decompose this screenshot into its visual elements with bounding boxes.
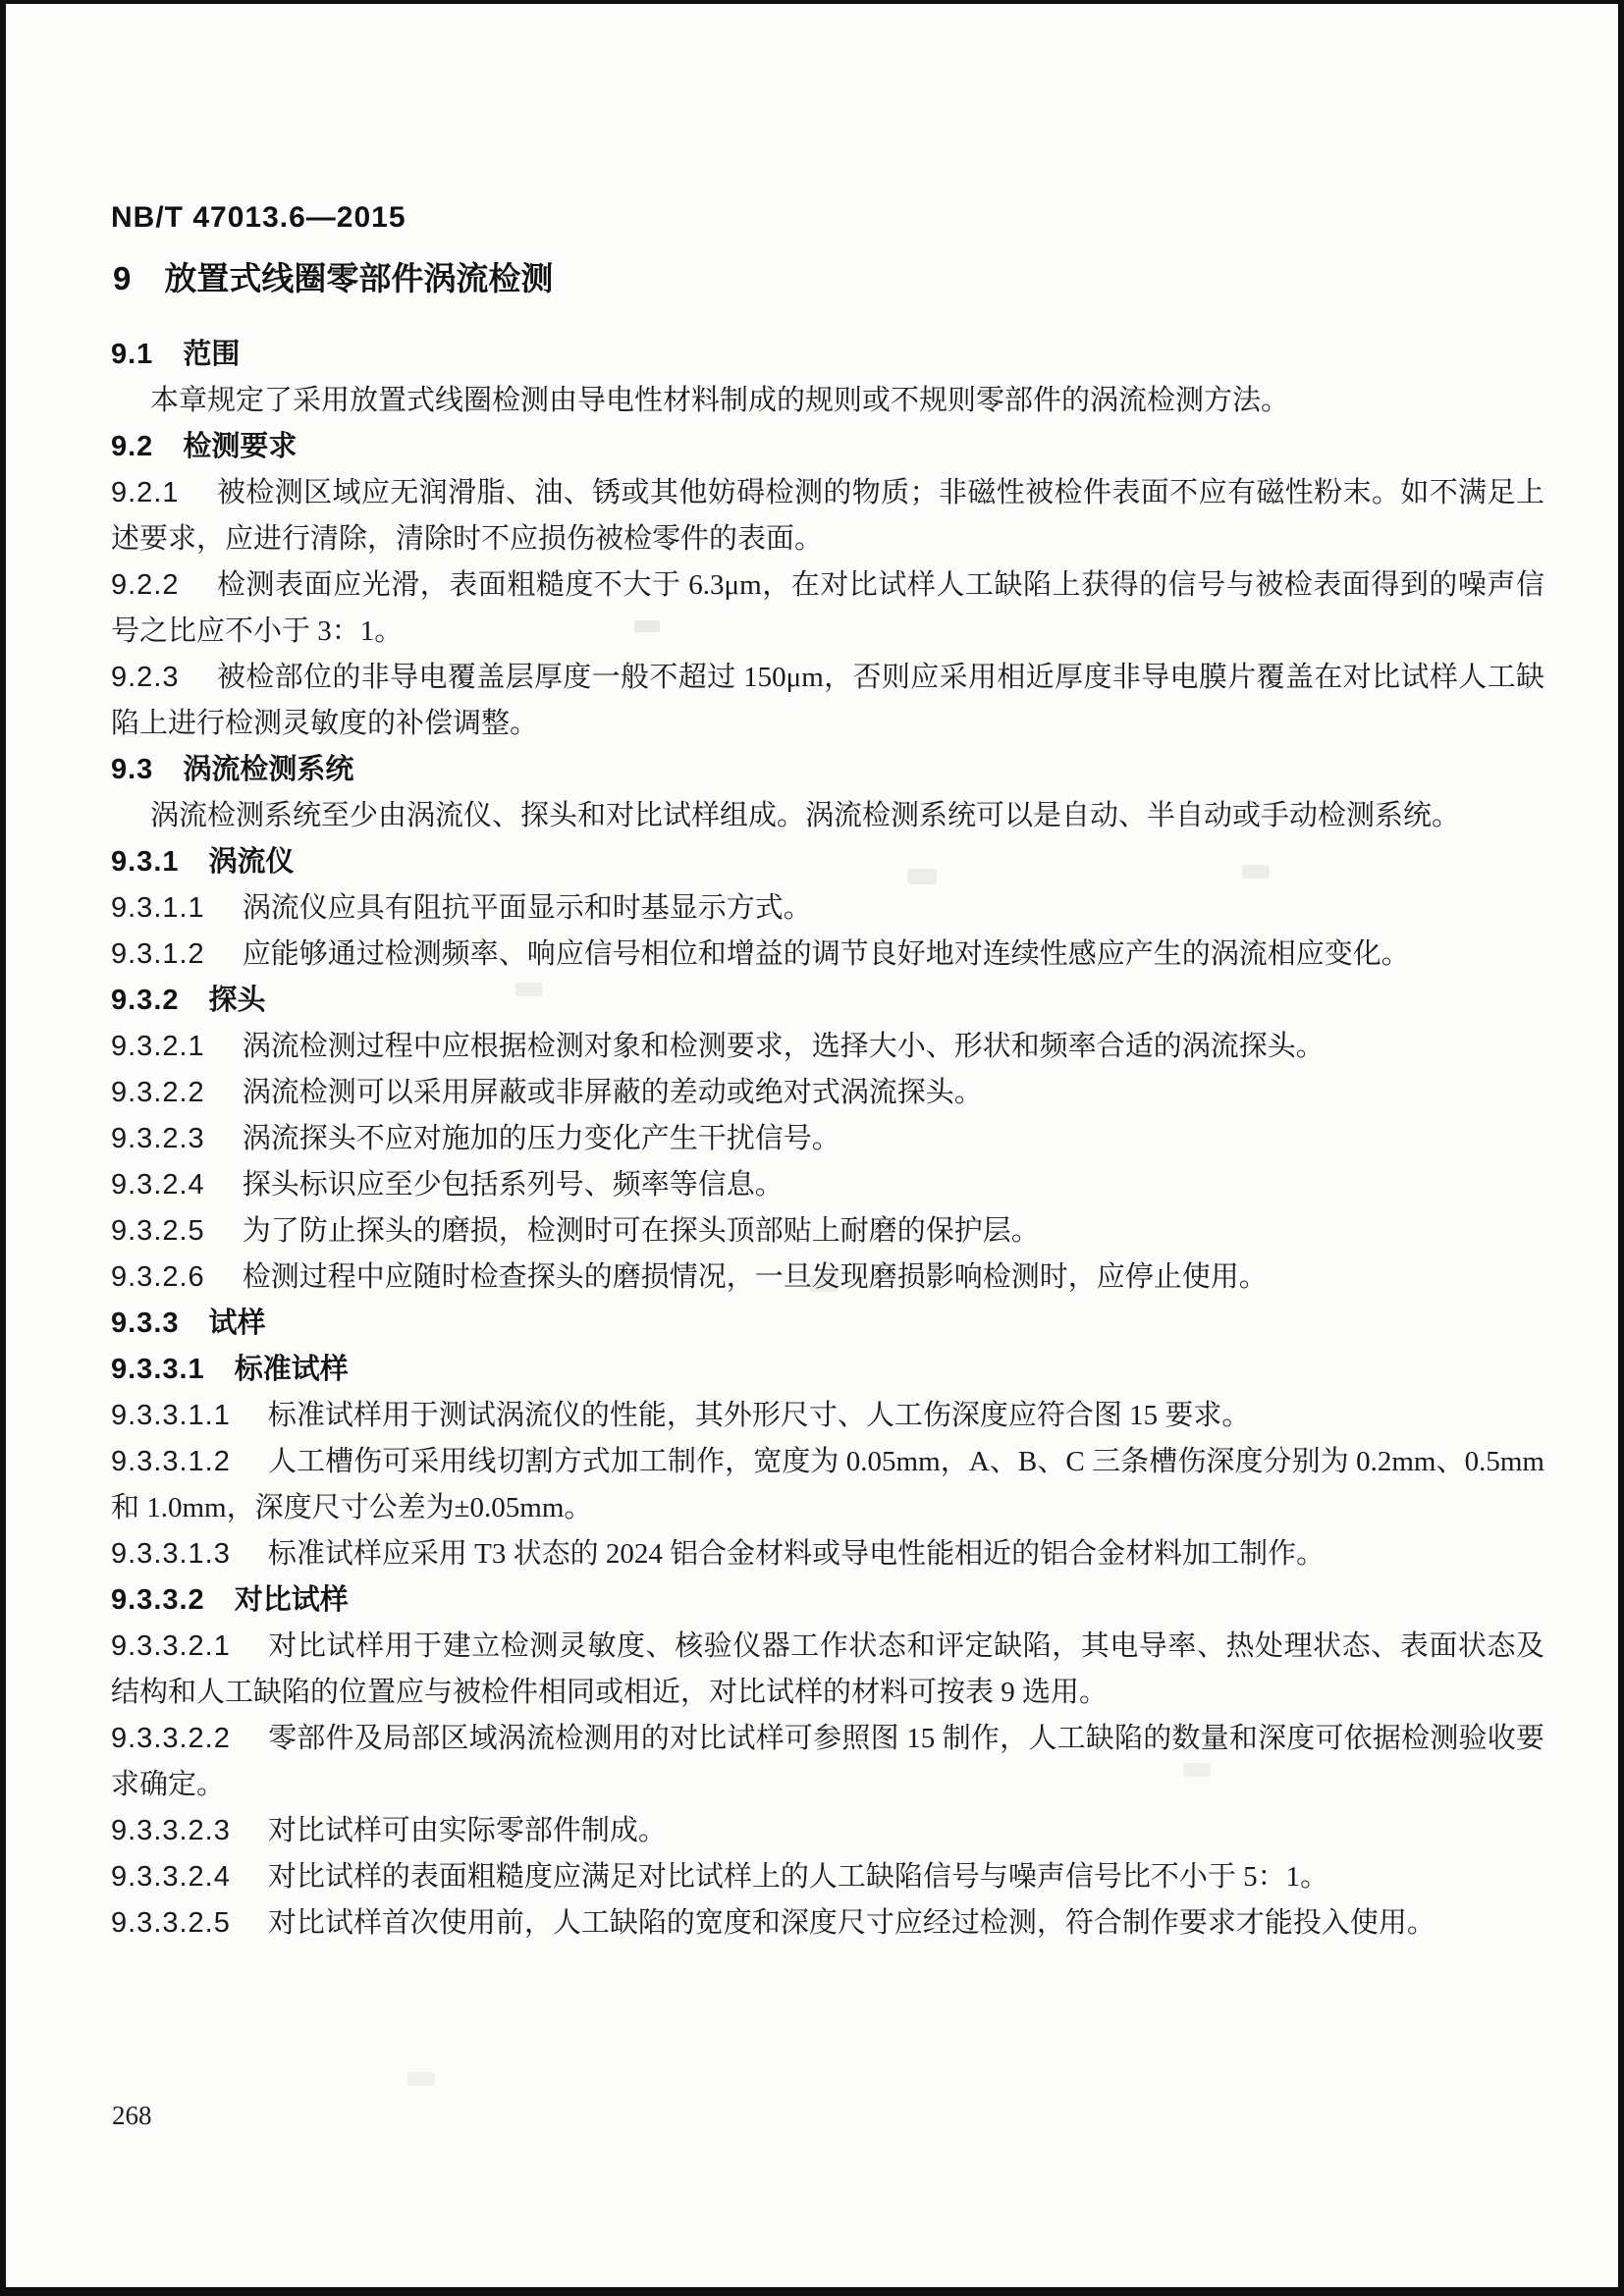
paragraph-text: 探头标识应至少包括系列号、频率等信息。 — [242, 1169, 784, 1201]
page-number: 268 — [112, 2101, 152, 2130]
clause-paragraph — [111, 1255, 1544, 1301]
clause-number: 9.3.3.2.4 — [111, 1861, 231, 1893]
paragraph-text: 零部件及局部区域涡流检测用的对比试样可参照图 15 制作，人工缺陷的数量和深度可依据检测验收要求确定。 — [111, 1723, 1544, 1800]
section-title: 范围 — [183, 339, 241, 370]
clause-paragraph — [111, 932, 1544, 978]
section-heading — [111, 332, 1544, 378]
section-heading — [111, 839, 1544, 885]
section-number: 9.3.2 — [111, 985, 180, 1016]
indented-paragraph — [111, 378, 1544, 424]
section-heading — [111, 424, 1544, 470]
clause-number: 9.3.3.2.2 — [111, 1723, 231, 1754]
section-heading — [111, 1347, 1544, 1393]
section-heading — [111, 978, 1544, 1024]
clause-paragraph — [111, 655, 1544, 747]
clause-paragraph — [111, 1624, 1544, 1716]
section-title: 探头 — [208, 985, 266, 1016]
section-number: 9.3.3.2 — [111, 1584, 205, 1616]
section-title: 涡流检测系统 — [183, 754, 354, 785]
section-number: 9.3.3 — [111, 1308, 180, 1339]
paragraph-text: 涡流仪应具有阻抗平面显示和时基显示方式。 — [242, 892, 812, 924]
indented-paragraph — [111, 793, 1544, 839]
clause-number: 9.3.3.1.2 — [111, 1446, 231, 1477]
clause-paragraph — [111, 1162, 1544, 1208]
clause-paragraph — [111, 885, 1544, 932]
clause-number: 9.2.3 — [111, 662, 180, 693]
section-title: 对比试样 — [234, 1584, 349, 1616]
clause-number: 9.3.2.4 — [111, 1169, 205, 1201]
clause-number: 9.3.2.6 — [111, 1261, 205, 1293]
clause-number: 9.3.1.1 — [111, 892, 205, 924]
chapter-title: 放置式线圈零部件涡流检测 — [164, 260, 554, 296]
clause-number: 9.3.2.1 — [111, 1031, 205, 1062]
chapter-number: 9 — [113, 260, 132, 296]
section-number: 9.1 — [111, 339, 154, 370]
section-title: 试样 — [208, 1308, 266, 1339]
clause-paragraph — [111, 1439, 1544, 1531]
clause-number: 9.3.2.2 — [111, 1077, 205, 1108]
clause-paragraph — [111, 1808, 1544, 1854]
clause-paragraph — [111, 1208, 1544, 1255]
paragraph-text: 为了防止探头的磨损，检测时可在探头顶部贴上耐磨的保护层。 — [242, 1215, 1040, 1247]
section-title: 检测要求 — [183, 431, 298, 462]
clause-paragraph — [111, 1393, 1544, 1439]
clause-paragraph — [111, 562, 1544, 655]
clause-paragraph — [111, 470, 1544, 562]
clause-number: 9.3.3.2.1 — [111, 1630, 231, 1662]
paragraph-text: 应能够通过检测频率、响应信号相位和增益的调节良好地对连续性感应产生的涡流相应变化。 — [242, 938, 1410, 970]
paragraph-text: 涡流检测可以采用屏蔽或非屏蔽的差动或绝对式涡流探头。 — [242, 1077, 983, 1108]
paragraph-text: 对比试样的表面粗糙度应满足对比试样上的人工缺陷信号与噪声信号比不小于 5：1。 — [267, 1861, 1329, 1893]
paragraph-text: 涡流探头不应对施加的压力变化产生干扰信号。 — [242, 1123, 840, 1154]
paragraph-text: 人工槽伤可采用线切割方式加工制作，宽度为 0.05mm，A、B、C 三条槽伤深度分别为 0.2mm、0.5mm 和 1.0mm，深度尺寸公差为±0.05mm。 — [111, 1446, 1544, 1523]
paragraph-text: 涡流检测过程中应根据检测对象和检测要求，选择大小、形状和频率合适的涡流探头。 — [242, 1031, 1325, 1062]
section-title: 标准试样 — [234, 1354, 349, 1385]
paragraph-text: 被检测区域应无润滑脂、油、锈或其他妨碍检测的物质；非磁性被检件表面不应有磁性粉末。如不满足上述要求，应进行清除，清除时不应损伤被检零件的表面。 — [111, 477, 1544, 555]
paragraph-text: 被检部位的非导电覆盖层厚度一般不超过 150μm，否则应采用相近厚度非导电膜片覆盖在对比试样人工缺陷上进行检测灵敏度的补偿调整。 — [111, 662, 1544, 739]
section-number: 9.2 — [111, 431, 154, 462]
clause-paragraph — [111, 1716, 1544, 1808]
paragraph-text: 检测表面应光滑，表面粗糙度不大于 6.3μm，在对比试样人工缺陷上获得的信号与被检表面得到的噪声信号之比应不小于 3：1。 — [111, 569, 1544, 647]
clause-paragraph — [111, 1531, 1544, 1577]
paragraph-text: 本章规定了采用放置式线圈检测由导电性材料制成的规则或不规则零部件的涡流检测方法。 — [150, 385, 1290, 416]
paragraph-text: 对比试样首次使用前，人工缺陷的宽度和深度尺寸应经过检测，符合制作要求才能投入使用。 — [267, 1907, 1435, 1939]
paragraph-text: 标准试样应采用 T3 状态的 2024 铝合金材料或导电性能相近的铝合金材料加工制作。 — [267, 1538, 1326, 1570]
clause-number: 9.3.3.2.3 — [111, 1815, 231, 1846]
clause-paragraph — [111, 1900, 1544, 1947]
clause-number: 9.2.2 — [111, 569, 180, 601]
clause-number: 9.3.2.5 — [111, 1215, 205, 1247]
section-heading — [111, 1301, 1544, 1347]
clause-number: 9.3.1.2 — [111, 938, 205, 970]
section-heading — [111, 747, 1544, 793]
section-title: 涡流仪 — [208, 846, 295, 878]
clause-number: 9.3.3.2.5 — [111, 1907, 231, 1939]
section-number: 9.3.3.1 — [111, 1354, 205, 1385]
clause-paragraph — [111, 1024, 1544, 1070]
clause-paragraph — [111, 1854, 1544, 1900]
paragraph-text: 对比试样用于建立检测灵敏度、核验仪器工作状态和评定缺陷，其电导率、热处理状态、表面状态及结构和人工缺陷的位置应与被检件相同或相近，对比试样的材料可按表 9 选用。 — [111, 1630, 1544, 1708]
clause-number: 9.3.3.1.3 — [111, 1538, 231, 1570]
paragraph-text: 检测过程中应随时检查探头的磨损情况，一旦发现磨损影响检测时，应停止使用。 — [242, 1261, 1268, 1293]
clause-number: 9.3.2.3 — [111, 1123, 205, 1154]
section-number: 9.3 — [111, 754, 154, 785]
clause-number: 9.3.3.1.1 — [111, 1400, 231, 1431]
clause-paragraph — [111, 1070, 1544, 1116]
standard-number-header: NB/T 47013.6—2015 — [111, 201, 406, 234]
paragraph-text: 涡流检测系统至少由涡流仪、探头和对比试样组成。涡流检测系统可以是自动、半自动或手动检测系统。 — [150, 800, 1461, 831]
paragraph-text: 对比试样可由实际零部件制成。 — [267, 1815, 667, 1846]
clause-paragraph — [111, 1116, 1544, 1162]
document-content — [111, 332, 1544, 1947]
clause-number: 9.2.1 — [111, 477, 180, 508]
section-heading — [111, 1577, 1544, 1624]
paragraph-text: 标准试样用于测试涡流仪的性能，其外形尺寸、人工伤深度应符合图 15 要求。 — [267, 1400, 1251, 1431]
chapter-heading — [113, 257, 553, 300]
section-number: 9.3.1 — [111, 846, 180, 878]
